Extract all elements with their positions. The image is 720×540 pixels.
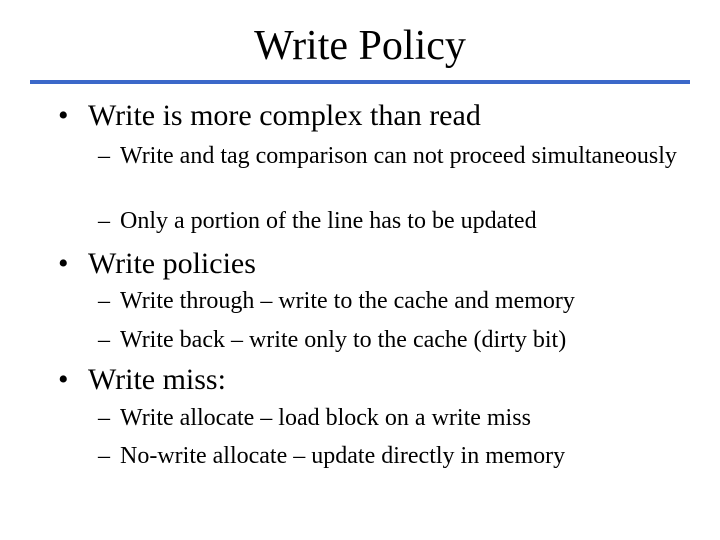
title-underline <box>30 80 690 84</box>
sub-bullet <box>98 286 680 316</box>
dash-icon: – <box>98 208 110 234</box>
sub-bullet <box>98 403 680 433</box>
dash-icon: – <box>98 405 110 431</box>
dash-icon: – <box>98 143 110 169</box>
slide-title: Write Policy <box>254 23 466 69</box>
bullet-icon: • <box>58 363 69 396</box>
bullet-heading-text: Write policies <box>88 247 256 280</box>
sub-bullet-text: Write through – write to the cache and memory <box>120 288 575 314</box>
sub-bullet-text: Write back – write only to the cache (dirty bit) <box>120 327 567 353</box>
sub-bullet-text: Write and tag comparison can not proceed simultaneously <box>120 143 677 169</box>
bullet-icon: • <box>58 99 69 132</box>
sub-bullet <box>98 206 680 236</box>
sub-bullet <box>98 141 680 171</box>
bullet-heading-text: Write miss: <box>88 363 226 396</box>
sub-bullet <box>98 441 680 471</box>
bullet-heading <box>58 98 481 134</box>
bullet-icon: • <box>58 247 69 280</box>
bullet-heading-text: Write is more complex than read <box>88 99 481 132</box>
sub-bullet-text: Only a portion of the line has to be updated <box>120 208 537 234</box>
sub-bullet-text: No-write allocate – update directly in memory <box>120 443 566 469</box>
dash-icon: – <box>98 327 110 353</box>
bullet-heading <box>58 246 256 282</box>
bullet-heading <box>58 362 226 398</box>
dash-icon: – <box>98 288 110 314</box>
sub-bullet <box>98 325 680 355</box>
dash-icon: – <box>98 443 110 469</box>
sub-bullet-text: Write allocate – load block on a write miss <box>120 405 531 431</box>
